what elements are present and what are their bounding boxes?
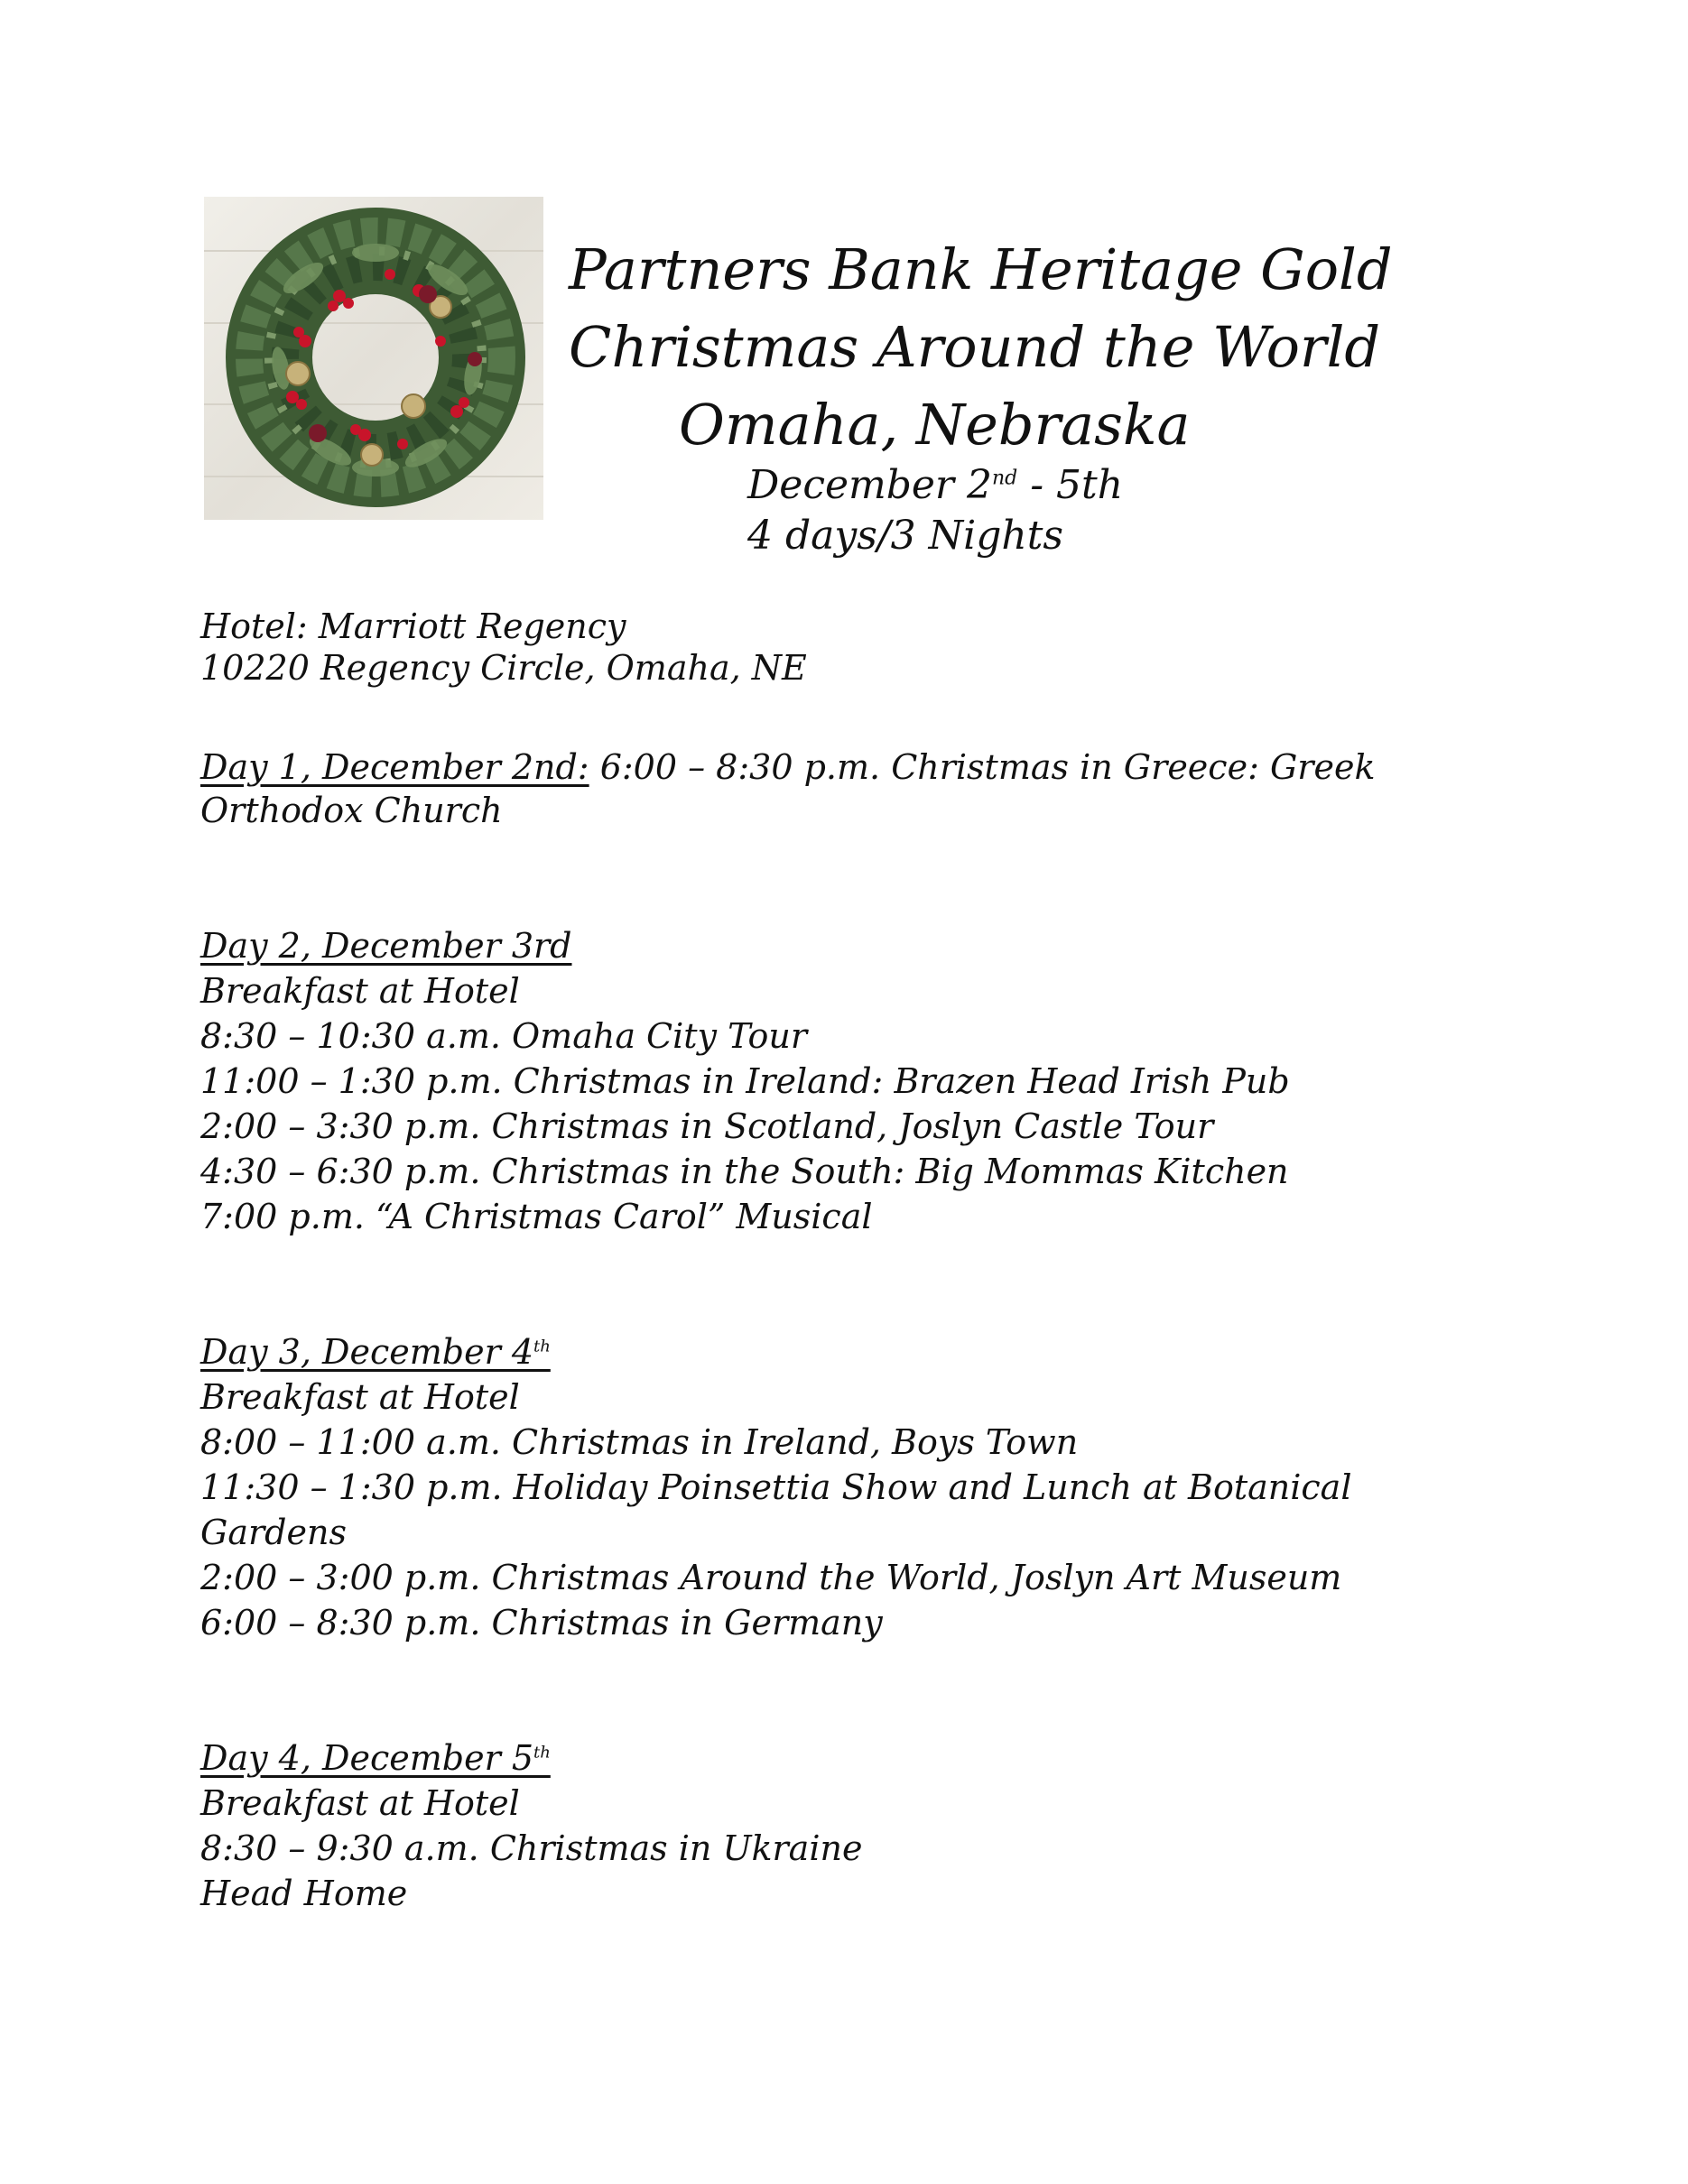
day2-item: 2:00 – 3:30 p.m. Christmas in Scotland, Joslyn Castle Tour xyxy=(200,1106,1214,1146)
day2-item: 11:00 – 1:30 p.m. Christmas in Ireland: Brazen Head Irish Pub xyxy=(200,1061,1290,1101)
day3-item: Gardens xyxy=(200,1513,347,1552)
day2-item: Breakfast at Hotel xyxy=(200,971,520,1011)
day4-heading xyxy=(200,1738,551,1778)
day3-item: 8:00 – 11:00 a.m. Christmas in Ireland, Boys Town xyxy=(200,1422,1079,1462)
hotel-address: 10220 Regency Circle, Omaha, NE xyxy=(200,648,807,688)
day4-item: Head Home xyxy=(200,1874,408,1913)
day2-heading: Day 2, December 3rd xyxy=(200,926,572,966)
trip-dates-start: December 2 xyxy=(747,462,992,508)
day2-item: 8:30 – 10:30 a.m. Omaha City Tour xyxy=(200,1016,808,1056)
day3-item: 2:00 – 3:00 p.m. Christmas Around the World, Joslyn Art Museum xyxy=(200,1558,1342,1597)
day1-event: 6:00 – 8:30 p.m. Christmas in Greece: Greek xyxy=(589,747,1376,787)
day3-heading-text: Day 3, December 4 xyxy=(200,1332,533,1372)
trip-duration: 4 days/3 Nights xyxy=(747,513,1063,559)
day3-heading xyxy=(200,1332,551,1372)
day2-item: 4:30 – 6:30 p.m. Christmas in the South: Big Mommas Kitchen xyxy=(200,1152,1289,1191)
day4-heading-text: Day 4, December 5 xyxy=(200,1738,533,1778)
day1-heading: Day 1, December 2nd: xyxy=(200,747,589,787)
day3-heading-ordinal: th xyxy=(533,1337,551,1356)
day2-item: 7:00 p.m. “A Christmas Carol” Musical xyxy=(200,1197,873,1236)
title-line-1: Partners Bank Heritage Gold xyxy=(569,236,1393,302)
day1-line xyxy=(200,747,1375,787)
day3-item: 11:30 – 1:30 p.m. Holiday Poinsettia Show and Lunch at Botanical xyxy=(200,1467,1352,1507)
day1-event-cont: Orthodox Church xyxy=(200,791,503,830)
wreath-photo xyxy=(204,197,543,520)
title-line-3: Omaha, Nebraska xyxy=(679,392,1191,458)
day3-item: Breakfast at Hotel xyxy=(200,1377,520,1417)
trip-dates-ordinal: nd xyxy=(991,467,1018,490)
trip-dates xyxy=(747,462,1123,508)
hotel-name: Hotel: Marriott Regency xyxy=(200,606,626,646)
day4-heading-ordinal: th xyxy=(533,1743,551,1763)
title-line-2: Christmas Around the World xyxy=(569,314,1381,380)
trip-dates-end: - 5th xyxy=(1017,462,1124,508)
day4-item: 8:30 – 9:30 a.m. Christmas in Ukraine xyxy=(200,1828,863,1868)
wreath-illustration xyxy=(204,197,543,520)
day4-item: Breakfast at Hotel xyxy=(200,1783,520,1823)
day3-item: 6:00 – 8:30 p.m. Christmas in Germany xyxy=(200,1603,883,1643)
